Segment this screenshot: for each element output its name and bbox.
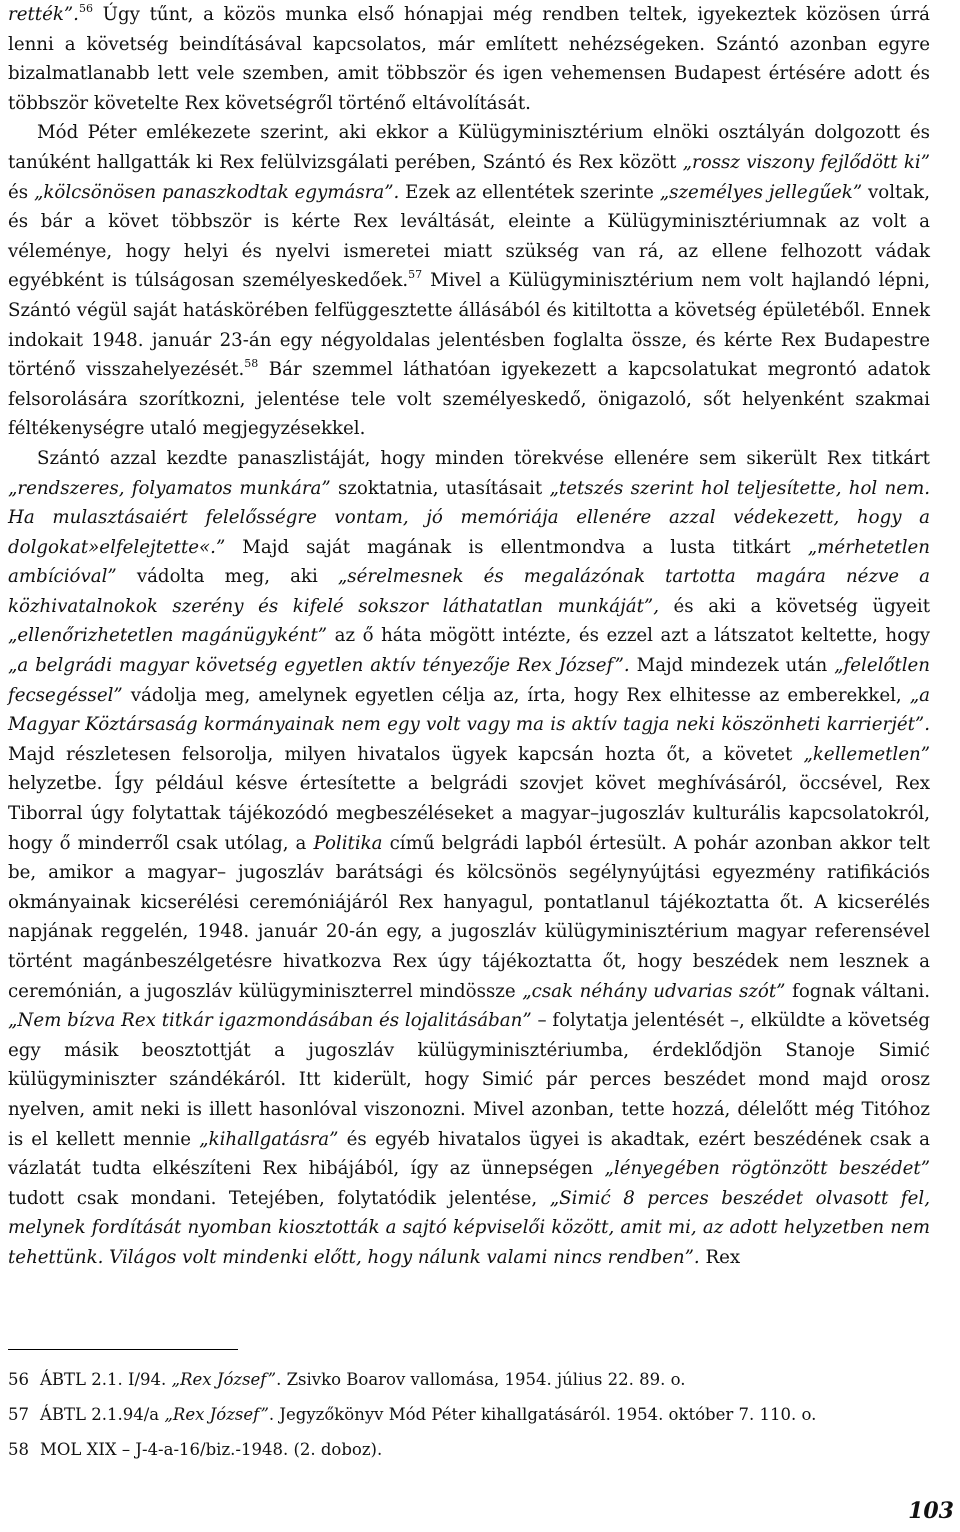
italic-run: „Simić 8 perces beszédet olvasott fel, melynek fordítását nyomban kiosztották a sajtó képviselői között, amit mi, az adott helyzetben nem tehettünk. Világos volt mindenki előtt, hogy nálunk valami nincs rendben”. <box>8 1187 930 1268</box>
text-run: fognak váltani. <box>785 980 930 1002</box>
text-run: Ezek az ellentétek szerinte <box>399 181 660 203</box>
paragraph <box>8 118 930 444</box>
text-run: Mód Péter emlékezete szerint, aki ekkor a Külügyminisztérium elnöki osztályán dolgozott és tanúként hallgatták ki Rex felülvizsgálati perében, Szántó és Rex között <box>8 122 930 173</box>
italic-run: „a belgrádi magyar követség egyetlen aktív tényezője Rex József”. <box>8 655 630 677</box>
text-run: Rex <box>699 1246 741 1268</box>
italic-run: „tetszés szerint hol teljesítette, hol nem. Ha mulasztásaiért felelősségre vontam, jó memóriája ellenére azzal védekezett, hogy a dolgokat»elfelejtette«.” <box>8 477 930 558</box>
text-run: és <box>8 181 34 203</box>
footnote-text <box>40 1432 382 1467</box>
footnote-reference: 57 <box>408 268 423 282</box>
text-run: Mivel a Külügyminisztérium nem volt hajlandó lépni, Szántó végül saját hatáskörében felfüggesztette állásából és kitiltotta a követség épületéből. Ennek indokait 1948. január 23-án egy négyoldalas jelentésben foglalta össze, és kérte Rex Budapestre történő visszahelyezését. <box>8 270 930 381</box>
footnote-reference: 58 <box>244 357 259 371</box>
italic-run: „a Magyar Köztársaság kormányainak nem egy volt vagy ma is aktív tagja neki köszönheti karrierjét”. <box>8 684 930 736</box>
footnote-number: 58 <box>8 1440 29 1459</box>
footnote <box>8 1397 930 1432</box>
italic-run: „Nem bízva Rex titkár igazmondásában és lojalitásában” <box>8 1010 532 1032</box>
italic-run: „felelőtlen fecsegéssel” <box>8 655 930 706</box>
italic-run: „Rex József” <box>164 1405 269 1424</box>
text-run: Majd mindezek után <box>629 655 835 677</box>
footnote-number: 57 <box>8 1405 29 1424</box>
text-run: tudott csak mondani. Tetejében, folytatódik jelentése, <box>8 1187 550 1209</box>
footnotes <box>8 1362 930 1467</box>
italic-run: „kellemetlen” <box>803 743 930 765</box>
italic-run: „személyes jellegűek” <box>659 181 863 203</box>
text-run: Majd részletesen felsorolja, milyen hivatalos ügyek kapcsán hozta őt, a követet <box>8 743 804 765</box>
text-run: és aki a követség ügyeit <box>658 595 931 617</box>
text-run: . Jegyzőkönyv Mód Péter kihallgatásáról. 1954. október 7. 110. o. <box>268 1405 817 1424</box>
text-run: helyzetbe. Így például késve értesítette a belgrádi szovjet követ meghívásáról, öccsével, Rex Tiborral úgy folytattak tájékozódó megbeszéléseket a magyar–jugoszláv kulturális kapcsolatokról, hogy ő minderről csak utólag, a <box>8 773 930 854</box>
italic-run: „rossz viszony fejlődött ki” <box>682 151 930 173</box>
italic-run: Politika <box>313 832 383 854</box>
italic-run: „rendszeres, folyamatos munkára” <box>8 477 331 499</box>
italic-run: „csak néhány udvarias szót” <box>522 980 786 1002</box>
italic-run: rették”. <box>8 4 79 25</box>
footnote-text <box>40 1397 816 1432</box>
text-run: ÁBTL 2.1. I/94. <box>40 1370 172 1389</box>
text-run: vádolta meg, aki <box>116 566 338 588</box>
italic-run: „lényegében rögtönzött beszédet” <box>604 1158 930 1180</box>
text-run: vádolja meg, amelynek egyetlen célja az, írta, hogy Rex elhitesse az emberekkel, <box>122 684 910 706</box>
text-run: ÁBTL 2.1.94/a <box>40 1405 165 1424</box>
italic-run: „kölcsönösen panaszkodtak egymásra”. <box>33 181 400 203</box>
italic-run: „kihallgatásra” <box>199 1128 339 1150</box>
text-run: MOL XIX – J-4-a-16/biz.-1948. (2. doboz). <box>40 1440 383 1459</box>
text-run: Bár szemmel láthatóan igyekezett a kapcsolatukat megrontó adatok felsorolására szorítkozni, jelentése tele volt személyeskedő, önigazoló, sőt helyenként szakmai féltékenységre utaló megjegyzésekkel. <box>8 359 930 440</box>
paragraph <box>8 0 930 118</box>
text-run: című belgrádi lapból értesült. A pohár azonban akkor telt be, amikor a magyar– jugoszláv barátsági és kölcsönös segélynyújtási egyezmény ratifikációs okmányainak kicserélési ceremóniájáról Rex hanyagul, pontatlanul tájékoztatta őt. A kicserélés napjának reggelén, 1948. január 20-án egy, a jugoszláv külügyminisztérium magyar referensével történt magánbeszélgetésre hivatkozva Rex úgy tájékoztatta őt, hogy beszédek nem lesznek a ceremónián, a jugoszláv külügyminiszterrel mindössze <box>8 832 930 1002</box>
footnote-text <box>40 1362 685 1397</box>
text-run: – folytatja jelentését –, elküldte a követség egy másik beosztottját a jugoszláv külügyminisztériumba, érdeklődjön Stanoje Simić külügyminiszter szándékáról. Itt kiderült, hogy Simić pár perces beszédet mond majd orosz nyelven, amit neki is illett hasonlóval viszonozni. Mivel azonban, tette hozzá, délelőtt még Titóhoz is el kellett mennie <box>8 1010 930 1150</box>
text-run: és egyéb hivatalos ügyei is akadtak, ezért beszédének csak a vázlatát tudta elkészíteni Rex hibájából, így az ünnepségen <box>8 1128 931 1180</box>
text-run: . Zsivko Boarov vallomása, 1954. július 22. 89. o. <box>276 1370 686 1389</box>
footnote-reference: 56 <box>78 2 93 15</box>
paragraph <box>8 444 930 1273</box>
footnote-divider <box>8 1349 238 1350</box>
page-number: 103 <box>908 1498 954 1524</box>
footnote-number: 56 <box>8 1370 29 1389</box>
text-run: szoktatnia, utasításait <box>330 477 550 499</box>
text-run: az ő háta mögött intézte, és ezzel azt a látszatot keltette, hogy <box>327 625 931 647</box>
footnote <box>8 1362 930 1397</box>
italic-run: „sérelmesnek és megalázónak tartotta magára nézve a közhivatalnokok szerény és kifelé sokszor láthatatlan munkáját”, <box>8 566 930 617</box>
text-run: Majd saját magának is ellentmondva a lusta titkárt <box>225 536 808 558</box>
text-run: voltak, és bár a követ többször is kérte Rex leváltását, eleinte a Külügyminisztériumnak az volt a véleménye, hogy helyi és nyelvi ismeretei miatt szükség van rá, az ellene felhozott vádak egyébként is túlságosan személyeskedőek. <box>8 181 930 292</box>
italic-run: „Rex József” <box>171 1370 277 1389</box>
footnote <box>8 1432 930 1467</box>
body-text <box>8 0 930 1273</box>
text-run: Szántó azzal kezdte panaszlistáját, hogy minden törekvése ellenére sem sikerült Rex titkárt <box>37 447 930 469</box>
italic-run: „ellenőrizhetetlen magánügyként” <box>8 625 328 647</box>
text-run: Úgy tűnt, a közös munka első hónapjai még rendben teltek, igyekeztek közösen úrrá lenni a követség beindításával kapcsolatos, már említett nehézségeken. Szántó azonban egyre bizalmatlanabb lett vele szemben, amit többször és igen vehemensen Budapest értésére adott és többször követelte Rex követségről történő eltávolítását. <box>8 4 930 114</box>
italic-run: „mérhetetlen ambícióval” <box>8 536 930 588</box>
